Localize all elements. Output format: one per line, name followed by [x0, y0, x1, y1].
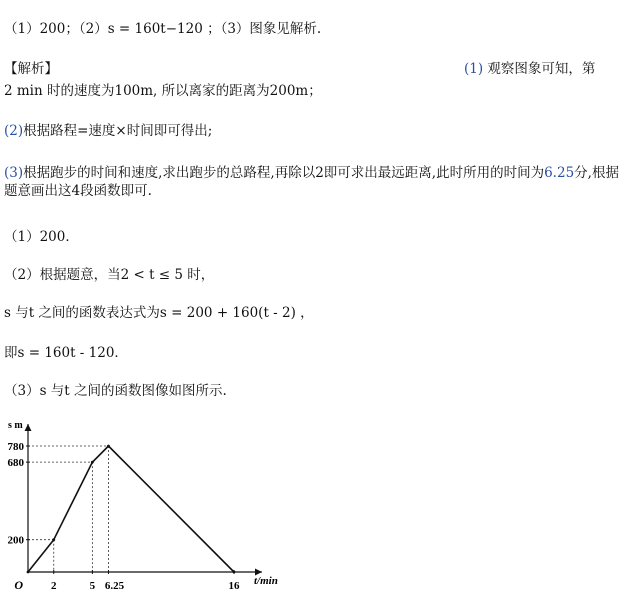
- analysis-p2-num: (2): [4, 123, 24, 139]
- data-point-0: [27, 571, 30, 574]
- solution-4: 即s = 160t - 120．: [4, 345, 128, 361]
- x-tick-label-3: 16: [228, 580, 240, 592]
- y-axis-label: s m: [8, 420, 23, 431]
- data-point-2: [91, 461, 94, 464]
- y-tick-label-1: 680: [7, 457, 24, 470]
- analysis-p3-b: 分,根据题意画出这4段函数即可.: [4, 165, 619, 199]
- x-axis-label: t/min: [254, 575, 278, 587]
- series-segment-0: [28, 540, 54, 572]
- origin-label: O: [14, 578, 23, 592]
- analysis-p3-num: (3): [4, 165, 24, 181]
- analysis-p1-a: 观察图象可知，第: [487, 61, 596, 77]
- analysis-p1-b: 2 min 时的速度为100m, 所以离家的距离为200m；: [4, 83, 322, 99]
- solution-3: s 与t 之间的函数表达式为s = 200 + 160(t - 2) ，: [4, 305, 314, 321]
- solution-1: （1）200．: [4, 229, 79, 245]
- y-tick-label-2: 780: [7, 441, 24, 453]
- series-segment-1: [54, 462, 93, 540]
- analysis-p3-a: 根据跑步的时间和速度,求出跑步的总路程,再除以2即可求出最远距离,此时所用的时间为: [23, 165, 545, 181]
- x-tick-label-0: 2: [51, 580, 57, 592]
- analysis-tag: 【解析】: [4, 61, 58, 77]
- analysis-p3: [4, 164, 624, 200]
- series-segment-2: [92, 446, 108, 462]
- data-point-3: [107, 445, 110, 448]
- answer-summary: （1）200；（2）s = 160t−120 ；（3）图象见解析.: [4, 21, 322, 37]
- analysis-p1-num: (1): [464, 61, 484, 77]
- data-point-1: [52, 538, 55, 541]
- x-tick-label-1: 5: [89, 580, 96, 592]
- solution-2: （2）根据题意，当2 < t ≤ 5 时，: [4, 267, 215, 283]
- analysis-p2: [4, 122, 212, 140]
- y-tick-label-0: 200: [7, 534, 24, 547]
- solution-5: （3）s 与t 之间的函数图像如图所示.: [4, 383, 227, 399]
- analysis-p3-val: 6.25: [544, 165, 575, 181]
- function-graph: [0, 412, 300, 607]
- series-segment-3: [108, 446, 234, 572]
- analysis-p1-head: [464, 60, 595, 78]
- analysis-p2-text: 根据路程=速度×时间即可得出;: [23, 123, 213, 139]
- x-tick-label-2: 6.25: [104, 580, 125, 592]
